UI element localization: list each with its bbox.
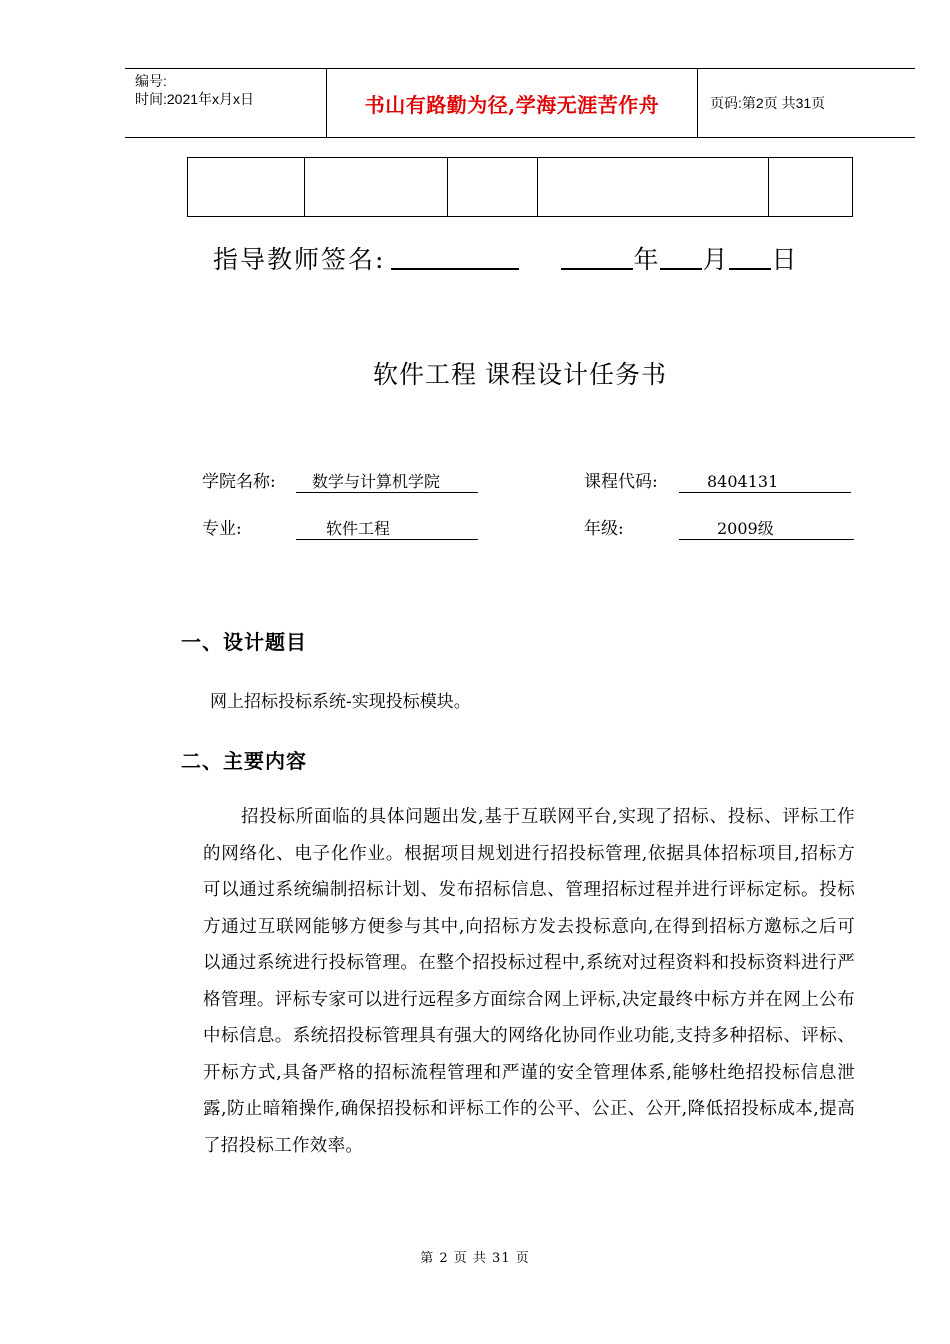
design-topic-text: 网上招标投标系统-实现投标模块。 [210, 692, 471, 712]
header-meta [135, 72, 254, 108]
day-label: 日 [771, 245, 799, 274]
course-code-value: 8404131 [679, 471, 851, 493]
section-heading-main-content: 二、主要内容 [181, 751, 307, 773]
month-blank [660, 240, 702, 270]
table-cell [305, 158, 448, 216]
day-blank [729, 240, 771, 270]
section-heading-design-topic: 一、设计题目 [181, 632, 307, 654]
grade-label: 年级: [584, 519, 624, 539]
advisor-signature-line [213, 240, 798, 278]
page-header [125, 68, 915, 138]
time-label: 时间:2021年x月x日 [135, 91, 255, 107]
year-blank [561, 240, 633, 270]
page-title: 软件工程 课程设计任务书 [373, 361, 667, 389]
header-divider [697, 69, 698, 137]
signature-blank [391, 240, 519, 270]
major-label: 专业: [202, 519, 242, 539]
header-motto: 书山有路勤为径,学海无涯苦作舟 [364, 92, 660, 117]
table-cell [538, 158, 769, 216]
major-value: 软件工程 [296, 518, 478, 540]
table-cell [448, 158, 538, 216]
page-footer: 第 2 页 共 31 页 [420, 1251, 530, 1266]
year-label: 年 [633, 245, 661, 274]
empty-table [187, 157, 853, 217]
month-label: 月 [702, 245, 730, 274]
college-value: 数学与计算机学院 [296, 471, 478, 493]
table-cell [188, 158, 305, 216]
header-page-label: 页码:第2页 共31页 [710, 95, 826, 111]
college-label: 学院名称: [202, 472, 276, 492]
number-label: 编号: [135, 73, 167, 89]
main-content-paragraph: 招投标所面临的具体问题出发,基于互联网平台,实现了招标、投标、评标工作的网络化、电子化作业。根据项目规划进行招投标管理,依据具体招标项目,招标方可以通过系统编制招标计划、发布招标信息、管理招标过程并进行评标定标。投标方通过互联网能够方便参与其中,向招标方发去投标意向,在得到招标方邀标之后可以通过系统进行投标管理。在整个招投标过程中,系统对过程资料和投标资料进行严格管理。评标专家可以进行远程多方面综合网上评标,决定最终中标方并在网上公布中标信息。系统招投标管理具有强大的网络化协同作业功能,支持多种招标、评标、开标方式,具备严格的招标流程管理和严谨的安全管理体系,能够杜绝招投标信息泄露,防止暗箱操作,确保招投标和评标工作的公平、公正、公开,降低招投标成本,提高了招投标工作效率。 [203, 807, 855, 1156]
signature-label: 指导教师签名: [213, 245, 386, 274]
grade-value: 2009级 [679, 518, 854, 540]
course-code-label: 课程代码: [584, 472, 658, 492]
